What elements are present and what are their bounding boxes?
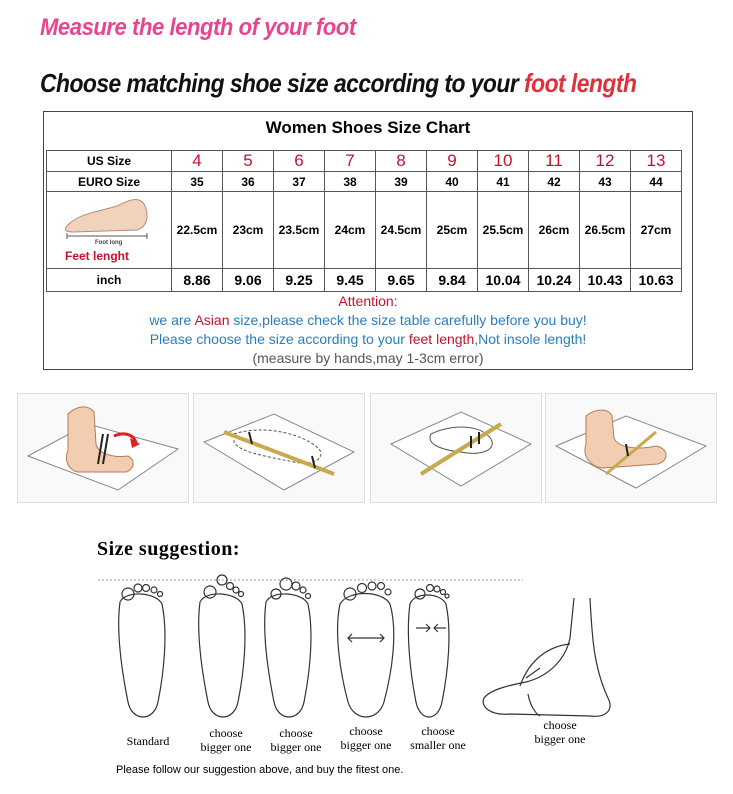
us-size-row	[47, 151, 682, 172]
euro-size-cell: 43	[580, 172, 631, 192]
inch-cell: 9.45	[325, 269, 376, 292]
euro-size-cell: 38	[325, 172, 376, 192]
euro-size-cell: 36	[223, 172, 274, 192]
suggestion-title: Size suggestion:	[97, 538, 240, 560]
subtitle-highlight: foot length	[524, 68, 637, 98]
feet-length-cell: 23.5cm	[274, 192, 325, 269]
us-size-label: US Size	[47, 151, 172, 172]
feet-length-label-cell	[47, 192, 172, 269]
suggestion-label-6: choose bigger one	[534, 718, 586, 746]
euro-size-cell: 41	[478, 172, 529, 192]
feet-length-cell: 26.5cm	[580, 192, 631, 269]
euro-size-cell: 39	[376, 172, 427, 192]
inch-cell: 9.25	[274, 269, 325, 292]
attention-line-3: (measure by hands,may 1-3cm error)	[252, 350, 484, 366]
us-size-cell: 13	[631, 151, 682, 172]
euro-size-cell: 42	[529, 172, 580, 192]
us-size-cell: 7	[325, 151, 376, 172]
foot-outline-5	[408, 595, 449, 717]
inch-cell: 10.63	[631, 269, 682, 292]
inch-cell: 9.84	[427, 269, 478, 292]
feet-length-cell: 25cm	[427, 192, 478, 269]
us-size-cell: 9	[427, 151, 478, 172]
attention-line-2: Please choose the size according to your feet length,Not insole length!	[149, 331, 587, 347]
foot-outline-2	[199, 594, 245, 717]
inch-cell: 8.86	[172, 269, 223, 292]
feet-length-cell: 23cm	[223, 192, 274, 269]
chart-title: Women Shoes Size Chart	[265, 118, 471, 137]
inch-cell: 9.65	[376, 269, 427, 292]
feet-length-label: Feet lenght	[65, 249, 130, 263]
us-size-cell: 8	[376, 151, 427, 172]
us-size-cell: 5	[223, 151, 274, 172]
size-chart	[43, 111, 693, 370]
inch-cell: 9.06	[223, 269, 274, 292]
foot-side-high-instep	[470, 598, 640, 728]
measure-step-4-image	[545, 393, 717, 503]
foot-outline-3	[265, 594, 311, 717]
euro-size-row	[47, 172, 682, 192]
inch-cell: 10.43	[580, 269, 631, 292]
suggestion-label-5: choose smaller one	[410, 724, 466, 752]
suggestion-label-4: choose bigger one	[340, 724, 392, 752]
suggestion-label-3: choose bigger one	[270, 726, 322, 754]
suggestion-label-2: choose bigger one	[200, 726, 252, 754]
feet-length-cell: 26cm	[529, 192, 580, 269]
inch-cell: 10.04	[478, 269, 529, 292]
feet-length-cell: 27cm	[631, 192, 682, 269]
feet-length-row	[47, 192, 682, 269]
attention-title: Attention:	[338, 293, 398, 309]
euro-size-cell: 37	[274, 172, 325, 192]
us-size-cell: 11	[529, 151, 580, 172]
inch-cell: 10.24	[529, 269, 580, 292]
attention-line-1: we are Asian size,please check the size table carefully before you buy!	[149, 312, 587, 328]
suggestion-label-standard: Standard	[126, 734, 170, 748]
foot-outline-standard	[119, 594, 165, 717]
foot-outline-4	[338, 594, 394, 718]
suggestion-note: Please follow our suggestion above, and buy the fitest one.	[116, 764, 404, 776]
foot-shapes-illustration	[98, 572, 528, 732]
feet-length-cell: 24cm	[325, 192, 376, 269]
feet-length-cell: 22.5cm	[172, 192, 223, 269]
us-size-cell: 6	[274, 151, 325, 172]
measure-step-2-image	[193, 393, 365, 503]
page-title: Measure the length of your foot	[40, 14, 356, 41]
euro-size-cell: 35	[172, 172, 223, 192]
euro-size-cell: 44	[631, 172, 682, 192]
size-table	[46, 150, 682, 292]
measure-step-3-image	[370, 393, 542, 503]
euro-size-label: EURO Size	[47, 172, 172, 192]
page-subtitle	[40, 68, 636, 99]
foot-long-caption: Foot long	[95, 240, 123, 246]
feet-length-cell: 25.5cm	[478, 192, 529, 269]
subtitle-prefix: Choose matching shoe size according to your	[40, 68, 525, 98]
inch-row	[47, 269, 682, 292]
us-size-cell: 12	[580, 151, 631, 172]
us-size-cell: 4	[172, 151, 223, 172]
feet-length-cell: 24.5cm	[376, 192, 427, 269]
euro-size-cell: 40	[427, 172, 478, 192]
inch-label: inch	[47, 269, 172, 292]
measure-step-1-image	[17, 393, 189, 503]
attention-notice	[44, 292, 692, 368]
us-size-cell: 10	[478, 151, 529, 172]
foot-side-icon	[47, 192, 171, 250]
